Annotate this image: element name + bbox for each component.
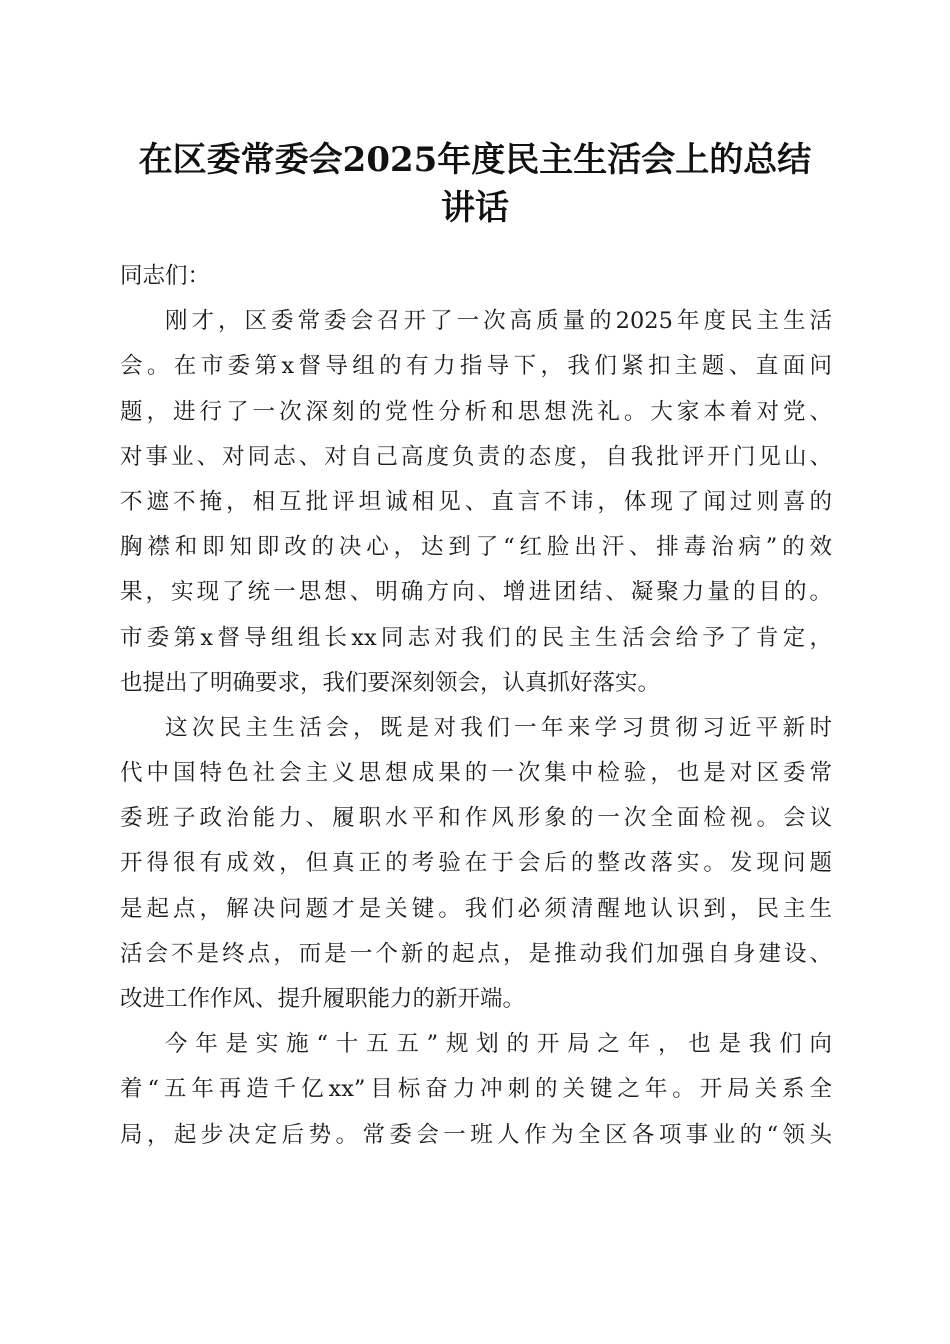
paragraph-1 [120, 299, 832, 706]
title-line: 在区委常委会2025年度民主生活会上的总结 [138, 140, 812, 180]
paragraph-line: 市委第x督导组组长xx同志对我们的民主生活会给予了肯定， [120, 624, 832, 651]
paragraph-line: 是起点，解决问题才是关键。我们必须清醒地认识到，民主生 [120, 895, 832, 922]
paragraph-line: 改进工作作风、提升履职能力的新开端。 [120, 986, 526, 1012]
paragraph-line: 着“五年再造千亿xx”目标奋力冲刺的关键之年。开局关系全 [120, 1076, 832, 1103]
paragraph-line: 局，起步决定后势。常委会一班人作为全区各项事业的“领头 [120, 1121, 832, 1148]
document-title [118, 136, 832, 232]
salutation [120, 254, 832, 299]
paragraph-line: 对事业、对同志、对自己高度负责的态度，自我批评开门见山、 [120, 443, 832, 470]
paragraph-line: 开得很有成效，但真正的考验在于会后的整改落实。发现问题 [120, 850, 832, 877]
paragraph-line: 果，实现了统一思想、明确方向、增进团结、凝聚力量的目的。 [120, 579, 832, 606]
paragraph-line: 刚才，区委常委会召开了一次高质量的2025年度民主生活 [165, 308, 832, 335]
paragraph-line: 今年是实施“十五五”规划的开局之年，也是我们向 [165, 1031, 832, 1058]
paragraph-line: 委班子政治能力、履职水平和作风形象的一次全面检视。会议 [120, 805, 832, 832]
paragraph-line: 这次民主生活会，既是对我们一年来学习贯彻习近平新时 [165, 714, 832, 741]
paragraph-line: 不遮不掩，相互批评坦诚相见、直言不讳，体现了闻过则喜的 [120, 488, 832, 515]
paragraph-2 [120, 706, 832, 1022]
title-line: 讲话 [441, 188, 509, 228]
paragraph-line: 会。在市委第x督导组的有力指导下，我们紧扣主题、直面问 [120, 353, 832, 380]
paragraph-line: 活会不是终点，而是一个新的起点，是推动我们加强自身建设、 [120, 940, 832, 967]
paragraph-line: 也提出了明确要求，我们要深刻领会，认真抓好落实。 [120, 669, 661, 696]
paragraph-3 [120, 1022, 832, 1158]
paragraph-line: 胸襟和即知即改的决心，达到了“红脸出汗、排毒治病”的效 [120, 534, 832, 561]
paragraph-line: 题，进行了一次深刻的党性分析和思想洗礼。大家本着对党、 [120, 398, 832, 425]
salutation-text: 同志们： [120, 263, 211, 289]
document-body [120, 254, 832, 1158]
paragraph-line: 代中国特色社会主义思想成果的一次集中检验，也是对区委常 [120, 760, 832, 787]
